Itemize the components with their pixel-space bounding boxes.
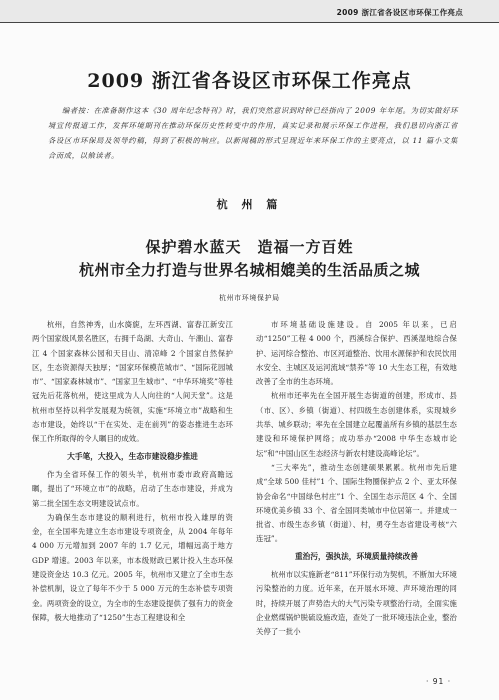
main-title: 2009 浙江省各设区市环保工作亮点 — [87, 70, 412, 92]
body-paragraph: 杭州，自然神秀，山水旖旎，左环西湖、富春江新安江两个国家级风景名胜区，右拥千岛湖、大奇山、午潮山、富春江 4 个国家森林公园和天目山、清凉峰 2 个国家自然保护区，生态资源得天独厚；“国家环保模范城市”、“国际花园城市”、“国家森林城市”、“国家卫生城市”、“中华环境奖”等桂冠先后花落杭州，使这里成为人人向往的“人间天堂”。这是杭州市坚持以科学发展观为统领，实施“环境立市”战略和生态市建设，始终以“干在实处、走在前列”的姿态推进生态环保工作所取得的令人瞩目的成效。 — [32, 320, 233, 444]
subheading: 大手笔，大投入，生态市建设稳步推进 — [67, 451, 198, 461]
article-title-line2: 杭州市全力打造与世界名城相媲美的生活品质之城 — [78, 261, 420, 279]
subheading: 重治污，强执法，环境质量持续改善 — [294, 551, 418, 561]
body-paragraph: 杭州市以实施新老“811”环保行动为契机，不断加大环境污染整治的力度。近年来，在开展水环境、声环境治理的同时，持续开展了声势浩大的大气污染专项整治行动，全面实施企业燃煤锅炉脱硫设施改造，查处了一批环境违法企业，整治关停了一批小 — [256, 570, 457, 637]
body-paragraph: 杭州市还率先在全国开展生态街道的创建，形成市、县（市、区）、乡镇（街道）、村四级生态创建体系，实现城乡共举、城乡联动；率先在全国建立起覆盖所有乡镇的基层生态建设和环境保护网络；成功举办“2008 中华生态城市论坛”和“中国山区生态经济与新农村建设高峰论坛”。 — [256, 391, 457, 458]
article-byline: 杭州市环境保护局 — [219, 294, 280, 302]
running-header — [0, 0, 499, 23]
body-paragraph: 市环境基础设施建设。自 2005 年以来，已启动“1250”工程 4 000 个，西溪综合保护、西溪湿地综合保护、运河综合整治、市区河道整治、饮用水源保护和农民饮用水安全、主城区及运河流域“禁养”等 10 大生态工程，有效地改善了全市的生态环境。 — [256, 320, 457, 387]
section-title: 杭 州 篇 — [216, 198, 283, 211]
article-title-line1: 保护碧水蓝天 造福一方百姓 — [145, 238, 354, 256]
body-paragraph: “三大率先”，推动生态创建硕果累累。杭州市先后建成“全球 500 佳村”1 个、国际生物圈保护点 2 个、亚太环保协会命名“中国绿色村庄”1 个、全国生态示范区 4 个、全国环境优美乡镇 33 个、省全国同类城市中位居第一。并建成一批省、市级生态乡镇（街道）、村，勇夺生态省建设考核“六连冠”。 — [256, 462, 457, 544]
editor-note: 编者按：在准备制作这本《30 周年纪念特刊》时，我们突然意识到时钟已经指向了 2009 年年尾。为切实做好环境宣传报道工作，发挥环境期刊在推动环保历史性转变中的作用，真实记录和展示环保工作进程，我们恳切向浙江省各设区市环保局及领导约稿，得到了积极的响应。以新闻稿的形式呈现近年来环保工作的主要亮点，以 11 篇小文集合而成，以飨读者。 — [48, 106, 458, 160]
running-title: 2009 浙江省各设区市环保工作亮点 — [336, 8, 463, 17]
page-number: · 91 · — [426, 677, 452, 686]
body-paragraph: 为确保生态市建设的顺利进行，杭州市投入雄厚的资金，在全国率先建立生态市建设专项资金，从 2004 年每年 4 000 万元增加到 2007 年的 1.7 亿元，增幅远高于地方 GDP 增速。2003 年以来，市本级财政已累计投入生态环保建设资金达 10.3 亿元。2005 年，杭州市又建立了全市生态补偿机制，设立了每年不少于 5 000 万元的生态补偿专项资金。两项资金的设立，为全市的生态建设提供了强有力的资金保障，极大地推动了“1250”生态工程建设和全 — [32, 512, 233, 622]
left-column — [32, 318, 233, 625]
body-paragraph: 作为全省环保工作的领头羊，杭州市委市政府高瞻远瞩，提出了“环境立市”的战略，启动了生态市建设，并成为第二批全国生态文明建设试点市。 — [32, 469, 233, 508]
right-column — [256, 318, 457, 640]
